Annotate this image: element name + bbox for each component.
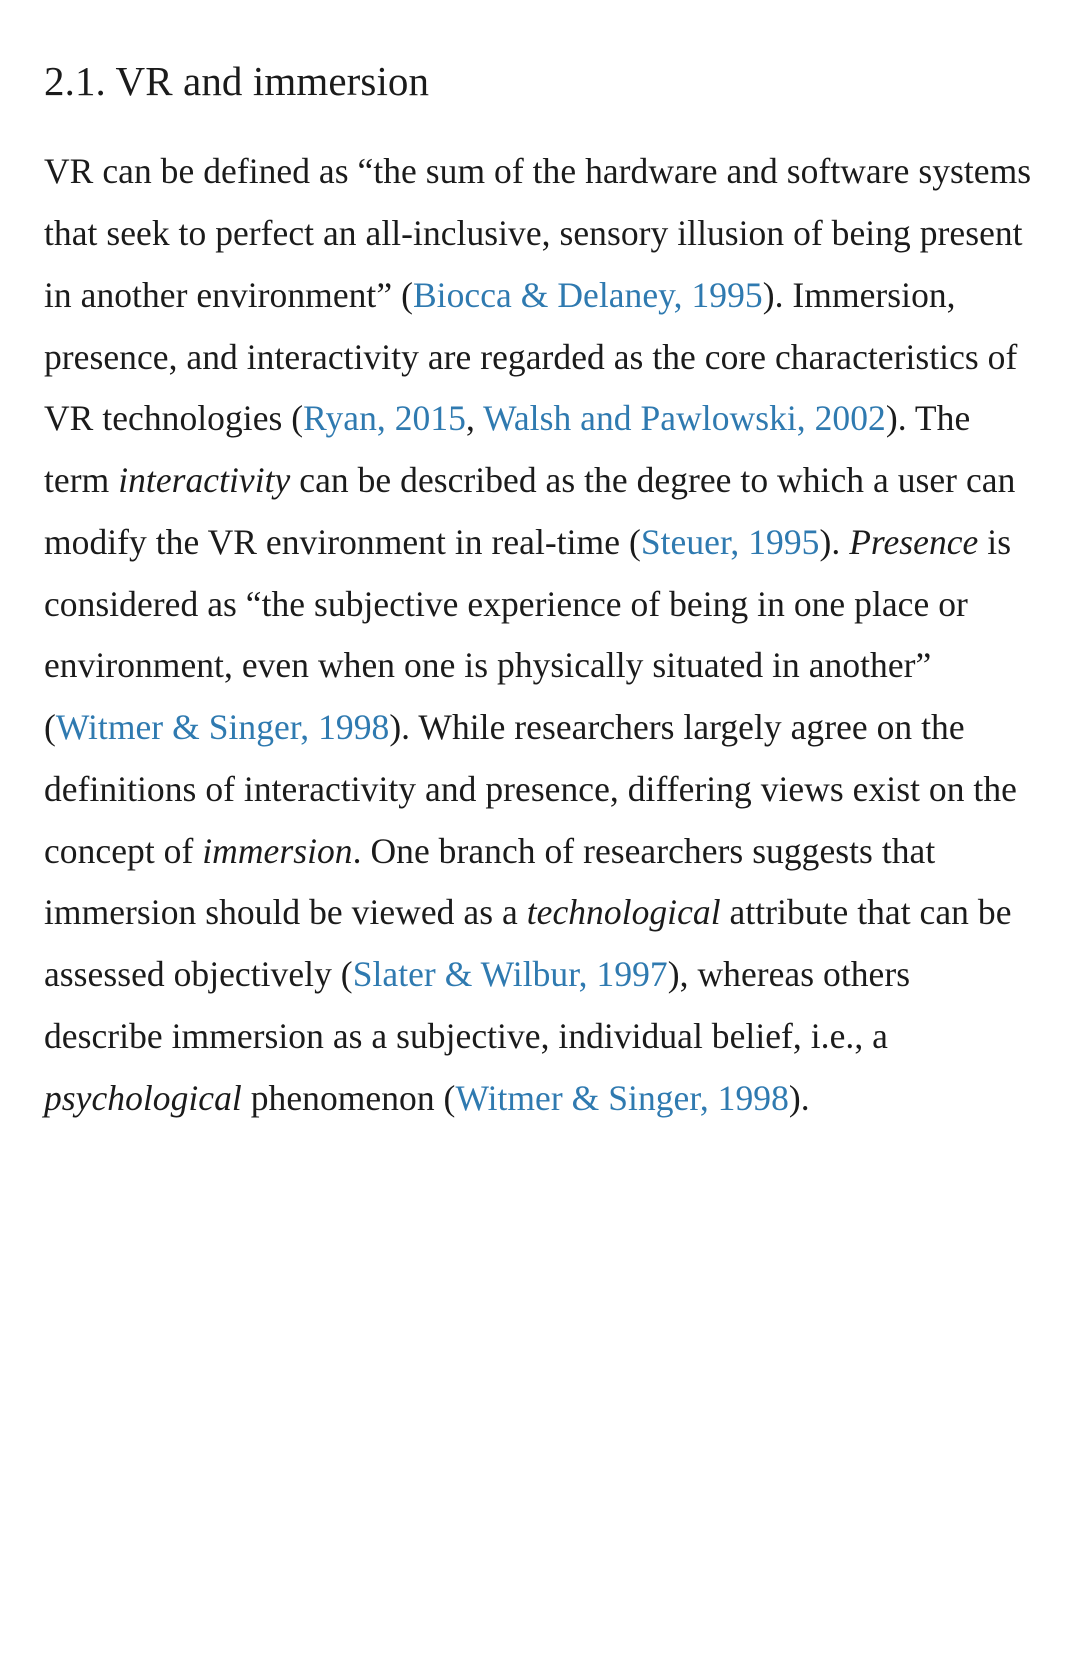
emphasis-immersion: immersion	[202, 830, 353, 871]
paragraph-text-10: attribute that can be assessed objectively (	[44, 892, 1012, 995]
citation-link-biocca-delaney-1995[interactable]: Biocca & Delaney, 1995	[412, 274, 763, 315]
paragraph-text-6: ).	[819, 521, 850, 562]
emphasis-psychological: psychological	[44, 1077, 242, 1118]
citation-link-walsh-pawlowski-2002[interactable]: Walsh and Pawlowski, 2002	[483, 398, 886, 439]
paragraph-text-7: is considered as “the subjective experience of being in one place or environment, even when one is physically situated in another” (	[44, 521, 1012, 748]
paragraph-text-12: phenomenon (	[241, 1077, 456, 1118]
citation-link-witmer-singer-1998-b[interactable]: Witmer & Singer, 1998	[455, 1077, 789, 1118]
paragraph-text-2: ). Immersion, presence, and interactivity are regarded as the core characteristics of VR technologies (	[44, 274, 1018, 439]
section-paragraph	[44, 141, 1036, 1129]
paragraph-text-13: ).	[788, 1077, 810, 1118]
citation-link-ryan-2015[interactable]: Ryan, 2015	[303, 398, 466, 439]
citation-link-slater-wilbur-1997[interactable]: Slater & Wilbur, 1997	[352, 954, 668, 995]
emphasis-presence: Presence	[849, 521, 979, 562]
emphasis-technological: technological	[526, 892, 721, 933]
paragraph-text-5: can be described as the degree to which a user can modify the VR environment in real-time (	[44, 460, 1016, 562]
paragraph-text-9: . One branch of researchers suggests that immersion should be viewed as a	[44, 830, 936, 933]
citation-link-steuer-1995[interactable]: Steuer, 1995	[640, 521, 820, 562]
paragraph-text-4: ). The term	[44, 398, 971, 501]
emphasis-interactivity: interactivity	[118, 460, 291, 501]
section-heading: 2.1. VR and immersion	[44, 58, 430, 104]
paragraph-text-8: ). While researchers largely agree on the definitions of interactivity and presence, differing views exist on the concept of	[44, 707, 1017, 871]
paragraph-text-11: ), whereas others describe immersion as a subjective, individual belief, i.e., a	[44, 954, 911, 1056]
paragraph-text-1: VR can be defined as “the sum of the hardware and software systems that seek to perfect an all-inclusive, sensory illusion of being present in another environment” (	[44, 151, 1032, 315]
citation-link-witmer-singer-1998-a[interactable]: Witmer & Singer, 1998	[55, 707, 390, 748]
paragraph-text-3: ,	[465, 398, 484, 439]
